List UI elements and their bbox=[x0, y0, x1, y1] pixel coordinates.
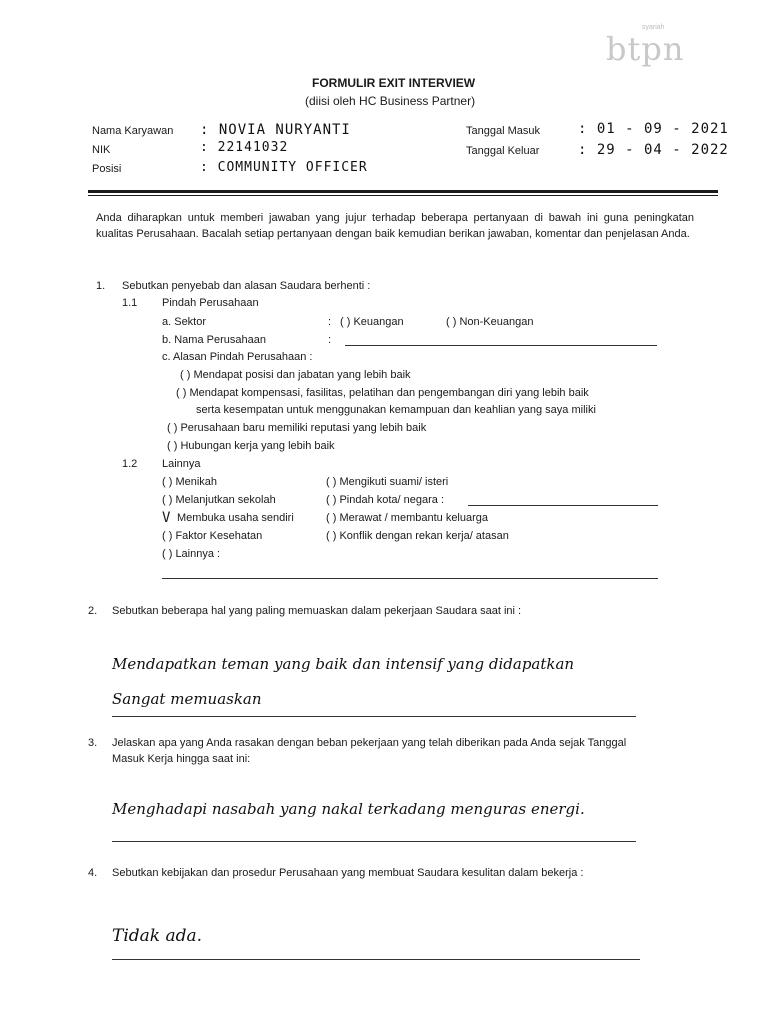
nik-value: : 22141032 bbox=[200, 140, 289, 155]
alasan-option-posisi[interactable]: ( ) Mendapat posisi dan jabatan yang lebih baik bbox=[180, 369, 411, 381]
option-konflik[interactable]: ( ) Konflik dengan rekan kerja/ atasan bbox=[326, 530, 509, 542]
option-merawat[interactable]: ( ) Merawat / membantu keluarga bbox=[326, 512, 489, 524]
name-value: : NOVIA NURYANTI bbox=[200, 122, 351, 138]
s12-title: Lainnya bbox=[162, 458, 201, 470]
q3-text-line1: Jelaskan apa yang Anda rasakan dengan beban pekerjaan yang telah diberikan pada Anda sejak Tanggal bbox=[112, 737, 627, 749]
nik-label: NIK bbox=[92, 144, 111, 156]
alasan-option-kompensasi[interactable]: ( ) Mendapat kompensasi, fasilitas, pelatihan dan pengembangan diri yang lebih baik bbox=[176, 387, 589, 399]
logo-small-text: syariah bbox=[642, 24, 665, 31]
alasan-option-kompensasi-cont: serta kesempatan untuk menggunakan kemampuan dan keahlian yang saya miliki bbox=[196, 404, 596, 416]
sektor-option-non-keuangan[interactable]: ( ) Non-Keuangan bbox=[446, 316, 534, 328]
option-usaha: Membuka usaha sendiri bbox=[177, 512, 294, 524]
q2-number: 2. bbox=[88, 605, 98, 617]
q4-text: Sebutkan kebijakan dan prosedur Perusahaan yang membuat Saudara kesulitan dalam bekerja : bbox=[112, 867, 584, 879]
q1-text: Sebutkan penyebab dan alasan Saudara berhenti : bbox=[122, 280, 371, 292]
start-date-label: Tanggal Masuk bbox=[466, 125, 540, 137]
option-pindah-kota[interactable]: ( ) Pindah kota/ negara : bbox=[326, 494, 445, 506]
q3-answer-rule bbox=[112, 841, 636, 842]
name-label: Nama Karyawan bbox=[92, 125, 174, 137]
q2-answer-line2: Sangat memuaskan bbox=[112, 690, 262, 708]
q3-answer: Menghadapi nasabah yang nakal terkadang menguras energi. bbox=[112, 800, 585, 818]
s12-number: 1.2 bbox=[122, 458, 138, 470]
start-date-value: : 01 - 09 - 2021 bbox=[578, 121, 729, 137]
sektor-option-keuangan[interactable]: ( ) Keuangan bbox=[340, 316, 404, 328]
intro-paragraph: Anda diharapkan untuk memberi jawaban yang jujur terhadap beberapa pertanyaan di bawah ini guna peningkatan kualitas Perusahaan. Bacalah setiap pertanyaan dengan baik kemudian berikan jawaban, komentar dan penjelasan Anda. bbox=[96, 212, 694, 240]
q1-number: 1. bbox=[96, 280, 106, 292]
q4-answer-rule bbox=[112, 959, 640, 960]
company-name-field[interactable] bbox=[345, 345, 657, 346]
form-subtitle: (diisi oleh HC Business Partner) bbox=[305, 94, 476, 108]
lainnya-field[interactable] bbox=[162, 578, 658, 579]
q2-text: Sebutkan beberapa hal yang paling memuaskan dalam pekerjaan Saudara saat ini : bbox=[112, 605, 522, 617]
option-sekolah[interactable]: ( ) Melanjutkan sekolah bbox=[162, 494, 276, 506]
header-divider-thin bbox=[88, 195, 718, 196]
header-divider bbox=[88, 190, 718, 193]
company-logo bbox=[606, 24, 706, 68]
company-name-colon: : bbox=[328, 334, 332, 346]
q2-answer-line1: Mendapatkan teman yang baik dan intensif yang didapatkan bbox=[112, 655, 575, 673]
company-name-label: b. Nama Perusahaan bbox=[162, 334, 266, 346]
pindah-kota-field[interactable] bbox=[468, 505, 658, 506]
option-usaha-checkmark[interactable]: V bbox=[162, 510, 171, 526]
alasan-option-reputasi[interactable]: ( ) Perusahaan baru memiliki reputasi yang lebih baik bbox=[167, 422, 427, 434]
position-value: : COMMUNITY OFFICER bbox=[200, 160, 368, 175]
end-date-value: : 29 - 04 - 2022 bbox=[578, 142, 729, 158]
q4-number: 4. bbox=[88, 867, 98, 879]
position-label: Posisi bbox=[92, 163, 122, 175]
q2-answer-rule bbox=[112, 716, 636, 717]
q4-answer: Tidak ada. bbox=[112, 926, 203, 946]
logo-text: btpn bbox=[606, 30, 685, 68]
alasan-label: c. Alasan Pindah Perusahaan : bbox=[162, 351, 313, 363]
q3-text-line2: Masuk Kerja hingga saat ini: bbox=[112, 753, 251, 765]
option-lainnya[interactable]: ( ) Lainnya : bbox=[162, 548, 221, 560]
s11-title: Pindah Perusahaan bbox=[162, 297, 259, 309]
q3-number: 3. bbox=[88, 737, 98, 749]
alasan-option-hubungan[interactable]: ( ) Hubungan kerja yang lebih baik bbox=[167, 440, 335, 452]
option-suami[interactable]: ( ) Mengikuti suami/ isteri bbox=[326, 476, 449, 488]
form-title: FORMULIR EXIT INTERVIEW bbox=[312, 76, 476, 90]
s11-number: 1.1 bbox=[122, 297, 138, 309]
sektor-label: a. Sektor bbox=[162, 316, 207, 328]
option-kesehatan[interactable]: ( ) Faktor Kesehatan bbox=[162, 530, 263, 542]
end-date-label: Tanggal Keluar bbox=[466, 145, 540, 157]
option-menikah[interactable]: ( ) Menikah bbox=[162, 476, 218, 488]
sektor-colon: : bbox=[328, 316, 332, 328]
